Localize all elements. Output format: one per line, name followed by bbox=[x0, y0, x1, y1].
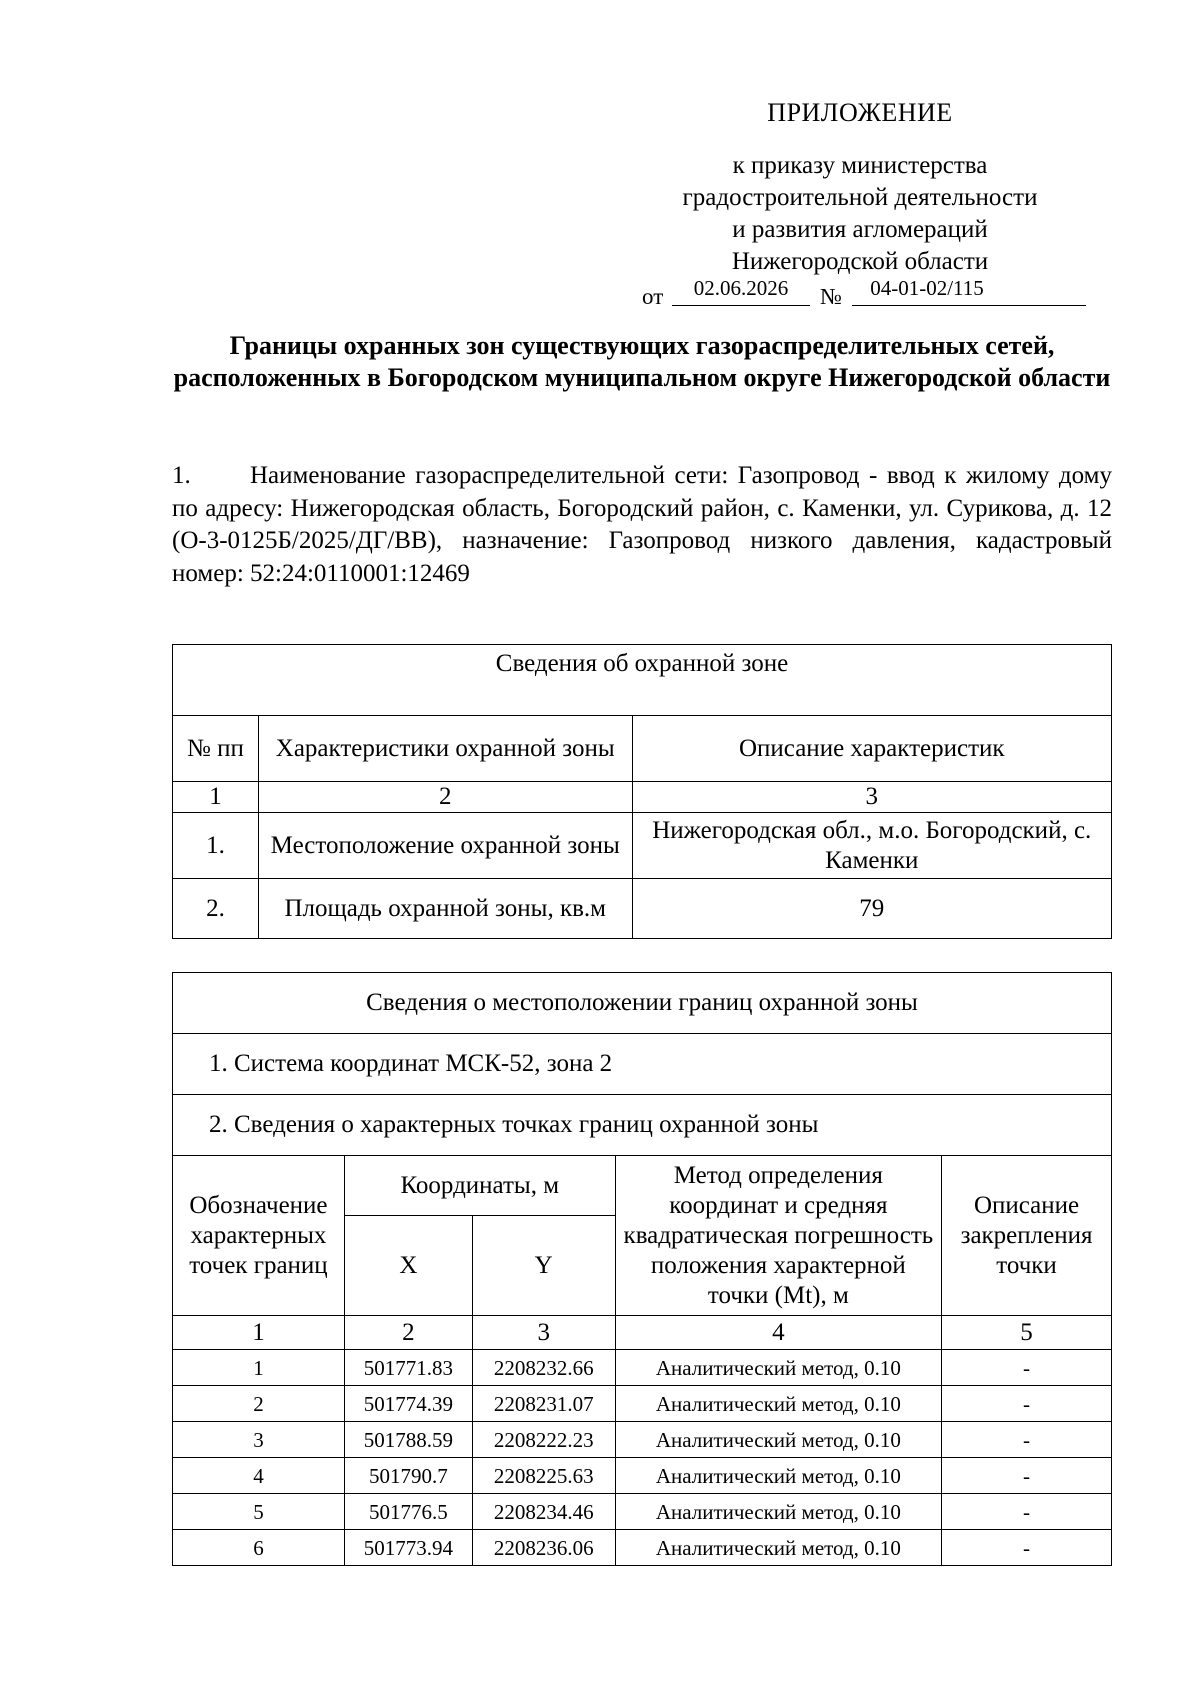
table-cell: Нижегородская обл., м.о. Богородский, с. Каменки bbox=[632, 813, 1111, 879]
table-cell: - bbox=[942, 1422, 1112, 1458]
table-cell: 2208225.63 bbox=[472, 1458, 615, 1494]
appendix-line: и развития агломераций bbox=[732, 216, 988, 243]
table-cell: 501790.7 bbox=[344, 1458, 472, 1494]
appendix-line: к приказу министерства bbox=[732, 152, 988, 179]
table-cell: 2. bbox=[173, 879, 259, 939]
paragraph-number: 1. bbox=[172, 462, 191, 489]
zone-info-table bbox=[172, 644, 1112, 939]
table-cell: - bbox=[942, 1458, 1112, 1494]
table-cell: 2208232.66 bbox=[472, 1350, 615, 1386]
boundary-coordinates-table bbox=[172, 972, 1112, 1566]
table-cell: 2208236.06 bbox=[472, 1530, 615, 1566]
table-cell: - bbox=[942, 1386, 1112, 1422]
appendix-line: градостроительной деятельности bbox=[682, 184, 1038, 211]
table-row bbox=[173, 1386, 1112, 1422]
table-cell: 79 bbox=[632, 879, 1111, 939]
table-cell: Аналитический метод, 0.10 bbox=[615, 1458, 941, 1494]
paragraph-text: Наименование газораспределительной сети: Газопровод - ввод к жилому дому по адресу: Нижегородская область, Богородский район, с. Каменки, ул. Сурикова, д. 12 (О-3-0125Б/2025/ДГ/ВВ), назначение: Газопровод низкого давления, кадастровый номер: 52:24:0110001:12469 bbox=[172, 462, 1112, 587]
index-cell: 2 bbox=[258, 782, 632, 813]
appendix-title: ПРИЛОЖЕНИЕ bbox=[767, 98, 953, 127]
table-cell: Местоположение охранной зоны bbox=[258, 813, 632, 879]
table-cell: 2208231.07 bbox=[472, 1386, 615, 1422]
appendix-subtitle bbox=[640, 150, 1080, 278]
table-cell: 2208234.46 bbox=[472, 1494, 615, 1530]
header-cell: Описание закрепления точки bbox=[942, 1156, 1112, 1316]
points-caption: 2. Сведения о характерных точках границ охранной зоны bbox=[173, 1095, 1112, 1156]
index-cell: 1 bbox=[173, 1316, 345, 1350]
table-cell: - bbox=[942, 1530, 1112, 1566]
header-cell: № пп bbox=[173, 716, 259, 782]
number-underline bbox=[852, 305, 1086, 306]
table-cell: Аналитический метод, 0.10 bbox=[615, 1350, 941, 1386]
table-cell: Площадь охранной зоны, кв.м bbox=[258, 879, 632, 939]
table-cell: 501788.59 bbox=[344, 1422, 472, 1458]
table-cell: 4 bbox=[173, 1458, 345, 1494]
table-cell: 501776.5 bbox=[344, 1494, 472, 1530]
table-row bbox=[173, 879, 1112, 939]
table-row bbox=[173, 1350, 1112, 1386]
table-cell: 5 bbox=[173, 1494, 345, 1530]
index-cell: 3 bbox=[472, 1316, 615, 1350]
table-row bbox=[173, 1422, 1112, 1458]
header-cell: X bbox=[344, 1216, 472, 1316]
network-description bbox=[172, 460, 1112, 590]
index-cell: 5 bbox=[942, 1316, 1112, 1350]
header-cell: Описание характеристик bbox=[632, 716, 1111, 782]
order-date: 02.06.2026 bbox=[693, 276, 789, 300]
index-cell: 2 bbox=[344, 1316, 472, 1350]
table-row bbox=[173, 1494, 1112, 1530]
table-cell: 501774.39 bbox=[344, 1386, 472, 1422]
from-label: от bbox=[642, 284, 664, 309]
table-cell: - bbox=[942, 1494, 1112, 1530]
coordinate-system: 1. Система координат МСК-52, зона 2 bbox=[173, 1034, 1112, 1095]
date-underline bbox=[672, 305, 810, 306]
order-date-number bbox=[642, 276, 1112, 312]
table-cell: Аналитический метод, 0.10 bbox=[615, 1386, 941, 1422]
table-row bbox=[173, 813, 1112, 879]
coords-table-caption: Сведения о местоположении границ охранной зоны bbox=[173, 973, 1112, 1034]
index-cell: 3 bbox=[632, 782, 1111, 813]
table-row bbox=[173, 1458, 1112, 1494]
number-label: № bbox=[820, 284, 842, 309]
table-cell: 1 bbox=[173, 1350, 345, 1386]
header-cell: Характеристики охранной зоны bbox=[258, 716, 632, 782]
table-cell: Аналитический метод, 0.10 bbox=[615, 1422, 941, 1458]
table-cell: 501773.94 bbox=[344, 1530, 472, 1566]
table-row bbox=[173, 1530, 1112, 1566]
table-cell: 501771.83 bbox=[344, 1350, 472, 1386]
table-cell: 3 bbox=[173, 1422, 345, 1458]
order-number: 04-01-02/115 bbox=[870, 276, 984, 300]
table-cell: 2208222.23 bbox=[472, 1422, 615, 1458]
header-cell: Координаты, м bbox=[344, 1156, 615, 1216]
table-cell: Аналитический метод, 0.10 bbox=[615, 1530, 941, 1566]
appendix-line: Нижегородской области bbox=[731, 248, 989, 275]
zone-table-caption: Сведения об охранной зоне bbox=[173, 645, 1112, 716]
index-cell: 1 bbox=[173, 782, 259, 813]
header-cell: Обозначение характерных точек границ bbox=[173, 1156, 345, 1316]
table-cell: - bbox=[942, 1350, 1112, 1386]
table-cell: 6 bbox=[173, 1530, 345, 1566]
table-cell: 1. bbox=[173, 813, 259, 879]
table-cell: Аналитический метод, 0.10 bbox=[615, 1494, 941, 1530]
table-cell: 2 bbox=[173, 1386, 345, 1422]
header-cell: Метод определения координат и средняя квадратическая погрешность положения характерной точки (Mt), м bbox=[615, 1156, 941, 1316]
index-cell: 4 bbox=[615, 1316, 941, 1350]
document-title: Границы охранных зон существующих газораспределительных сетей, расположенных в Богородском муниципальном округе Нижегородской области bbox=[173, 331, 1111, 392]
header-cell: Y bbox=[472, 1216, 615, 1316]
